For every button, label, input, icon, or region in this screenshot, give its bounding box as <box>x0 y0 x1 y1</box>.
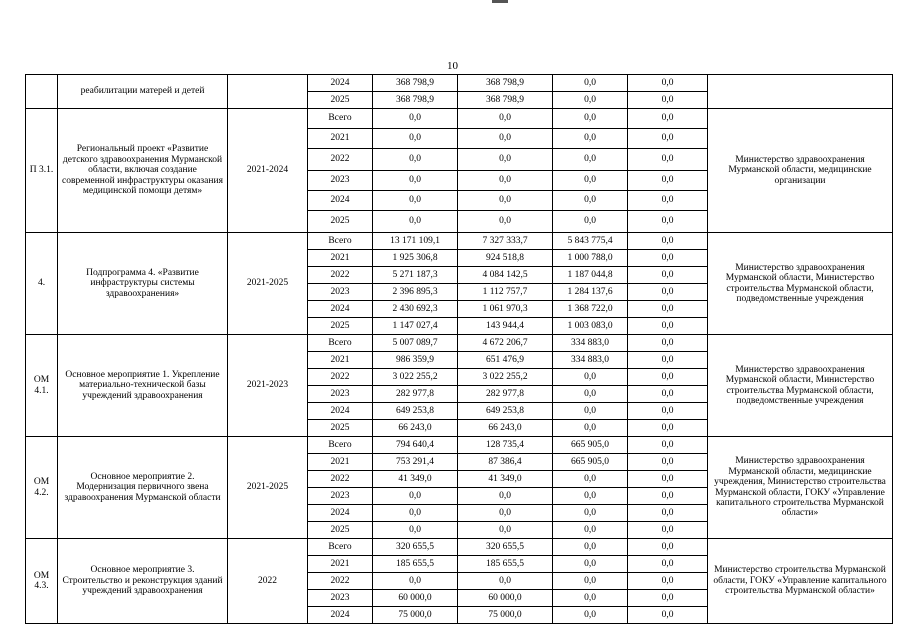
federal-cell: 0,0 <box>553 556 628 573</box>
regional-cell: 41 349,0 <box>458 471 553 488</box>
federal-cell: 334 883,0 <box>553 335 628 352</box>
other-cell: 0,0 <box>628 437 708 454</box>
table-row <box>26 539 893 556</box>
federal-cell: 0,0 <box>553 369 628 386</box>
other-cell: 0,0 <box>628 267 708 284</box>
year-cell: 2024 <box>308 505 373 522</box>
page-number: 10 <box>447 60 458 72</box>
regional-cell: 368 798,9 <box>458 75 553 92</box>
regional-cell: 143 944,4 <box>458 318 553 335</box>
regional-cell: 0,0 <box>458 488 553 505</box>
year-cell: 2021 <box>308 129 373 149</box>
federal-cell: 0,0 <box>553 590 628 607</box>
row-name: реабилитации матерей и детей <box>58 75 228 109</box>
total-cell: 0,0 <box>373 505 458 522</box>
other-cell: 0,0 <box>628 92 708 109</box>
year-cell: 2022 <box>308 573 373 590</box>
other-cell: 0,0 <box>628 191 708 211</box>
total-cell: 5 007 089,7 <box>373 335 458 352</box>
federal-cell: 0,0 <box>553 109 628 129</box>
other-cell: 0,0 <box>628 129 708 149</box>
regional-cell: 0,0 <box>458 109 553 129</box>
table-row <box>26 109 893 129</box>
other-cell: 0,0 <box>628 522 708 539</box>
federal-cell: 665 905,0 <box>553 454 628 471</box>
year-cell: Всего <box>308 335 373 352</box>
federal-cell: 0,0 <box>553 92 628 109</box>
year-cell: 2024 <box>308 301 373 318</box>
year-cell: 2024 <box>308 191 373 211</box>
year-cell: 2021 <box>308 556 373 573</box>
regional-cell: 185 655,5 <box>458 556 553 573</box>
year-cell: 2025 <box>308 522 373 539</box>
federal-cell: 0,0 <box>553 522 628 539</box>
total-cell: 0,0 <box>373 149 458 171</box>
regional-cell: 7 327 333,7 <box>458 233 553 250</box>
year-cell: 2025 <box>308 92 373 109</box>
row-executor: Министерство здравоохранения Мурманской области, медицинские учреждения, Министерство строительства Мурманской области, ГОКУ «Управление капитального строительства Мурманской области» <box>708 437 893 539</box>
total-cell: 66 243,0 <box>373 420 458 437</box>
total-cell: 0,0 <box>373 573 458 590</box>
row-code: ОМ 4.2. <box>26 437 58 539</box>
federal-cell: 0,0 <box>553 488 628 505</box>
other-cell: 0,0 <box>628 590 708 607</box>
year-cell: 2022 <box>308 369 373 386</box>
total-cell: 13 171 109,1 <box>373 233 458 250</box>
year-cell: 2022 <box>308 267 373 284</box>
row-name: Региональный проект «Развитие детского здравоохранения Мурманской области, включая создание современной инфраструктуры оказания медицинской помощи детям» <box>58 109 228 233</box>
other-cell: 0,0 <box>628 420 708 437</box>
other-cell: 0,0 <box>628 539 708 556</box>
federal-cell: 0,0 <box>553 171 628 191</box>
federal-cell: 665 905,0 <box>553 437 628 454</box>
total-cell: 368 798,9 <box>373 75 458 92</box>
year-cell: 2025 <box>308 211 373 233</box>
total-cell: 2 396 895,3 <box>373 284 458 301</box>
total-cell: 0,0 <box>373 171 458 191</box>
federal-cell: 0,0 <box>553 211 628 233</box>
other-cell: 0,0 <box>628 301 708 318</box>
row-period: 2021-2024 <box>228 109 308 233</box>
federal-cell: 0,0 <box>553 539 628 556</box>
row-executor: Министерство здравоохранения Мурманской области, медицинские организации <box>708 109 893 233</box>
regional-cell: 0,0 <box>458 191 553 211</box>
federal-cell: 0,0 <box>553 420 628 437</box>
year-cell: Всего <box>308 437 373 454</box>
table-body <box>26 75 893 624</box>
table-row <box>26 335 893 352</box>
other-cell: 0,0 <box>628 109 708 129</box>
year-cell: 2021 <box>308 352 373 369</box>
row-name: Подпрограмма 4. «Развитие инфраструктуры системы здравоохранения» <box>58 233 228 335</box>
total-cell: 753 291,4 <box>373 454 458 471</box>
other-cell: 0,0 <box>628 284 708 301</box>
year-cell: 2023 <box>308 590 373 607</box>
federal-cell: 0,0 <box>553 149 628 171</box>
federal-cell: 0,0 <box>553 129 628 149</box>
regional-cell: 87 386,4 <box>458 454 553 471</box>
year-cell: 2024 <box>308 75 373 92</box>
year-cell: Всего <box>308 109 373 129</box>
other-cell: 0,0 <box>628 607 708 624</box>
other-cell: 0,0 <box>628 369 708 386</box>
year-cell: 2024 <box>308 403 373 420</box>
total-cell: 0,0 <box>373 488 458 505</box>
row-name: Основное мероприятие 3. Строительство и реконструкция зданий учреждений здравоохранения <box>58 539 228 624</box>
row-code: 4. <box>26 233 58 335</box>
program-funding-table <box>25 74 893 624</box>
year-cell: 2024 <box>308 607 373 624</box>
row-executor: Министерство здравоохранения Мурманской области, Министерство строительства Мурманской области, подведомственные учреждения <box>708 233 893 335</box>
total-cell: 60 000,0 <box>373 590 458 607</box>
row-name: Основное мероприятие 1. Укрепление материально-технической базы учреждений здравоохранения <box>58 335 228 437</box>
total-cell: 1 147 027,4 <box>373 318 458 335</box>
row-period: 2022 <box>228 539 308 624</box>
row-code: ОМ 4.3. <box>26 539 58 624</box>
other-cell: 0,0 <box>628 556 708 573</box>
regional-cell: 0,0 <box>458 211 553 233</box>
total-cell: 282 977,8 <box>373 386 458 403</box>
row-period: 2021-2023 <box>228 335 308 437</box>
scan-mark <box>492 0 508 3</box>
federal-cell: 1 284 137,6 <box>553 284 628 301</box>
other-cell: 0,0 <box>628 573 708 590</box>
federal-cell: 0,0 <box>553 191 628 211</box>
federal-cell: 0,0 <box>553 505 628 522</box>
federal-cell: 5 843 775,4 <box>553 233 628 250</box>
regional-cell: 368 798,9 <box>458 92 553 109</box>
total-cell: 5 271 187,3 <box>373 267 458 284</box>
year-cell: 2023 <box>308 488 373 505</box>
regional-cell: 1 112 757,7 <box>458 284 553 301</box>
total-cell: 0,0 <box>373 109 458 129</box>
row-period <box>228 75 308 109</box>
regional-cell: 0,0 <box>458 171 553 191</box>
other-cell: 0,0 <box>628 352 708 369</box>
federal-cell: 334 883,0 <box>553 352 628 369</box>
other-cell: 0,0 <box>628 335 708 352</box>
regional-cell: 60 000,0 <box>458 590 553 607</box>
row-code: П 3.1. <box>26 109 58 233</box>
total-cell: 320 655,5 <box>373 539 458 556</box>
regional-cell: 0,0 <box>458 573 553 590</box>
other-cell: 0,0 <box>628 211 708 233</box>
federal-cell: 0,0 <box>553 607 628 624</box>
regional-cell: 1 061 970,3 <box>458 301 553 318</box>
total-cell: 986 359,9 <box>373 352 458 369</box>
total-cell: 794 640,4 <box>373 437 458 454</box>
other-cell: 0,0 <box>628 149 708 171</box>
regional-cell: 0,0 <box>458 149 553 171</box>
federal-cell: 0,0 <box>553 471 628 488</box>
row-name: Основное мероприятие 2. Модернизация первичного звена здравоохранения Мурманской области <box>58 437 228 539</box>
total-cell: 0,0 <box>373 522 458 539</box>
other-cell: 0,0 <box>628 505 708 522</box>
regional-cell: 0,0 <box>458 522 553 539</box>
federal-cell: 1 368 722,0 <box>553 301 628 318</box>
table-row <box>26 75 893 92</box>
total-cell: 2 430 692,3 <box>373 301 458 318</box>
total-cell: 3 022 255,2 <box>373 369 458 386</box>
regional-cell: 4 084 142,5 <box>458 267 553 284</box>
year-cell: 2022 <box>308 471 373 488</box>
regional-cell: 649 253,8 <box>458 403 553 420</box>
row-code: ОМ 4.1. <box>26 335 58 437</box>
regional-cell: 651 476,9 <box>458 352 553 369</box>
year-cell: Всего <box>308 233 373 250</box>
row-executor: Министерство строительства Мурманской области, ГОКУ «Управление капитального строительства Мурманской области» <box>708 539 893 624</box>
total-cell: 0,0 <box>373 211 458 233</box>
regional-cell: 4 672 206,7 <box>458 335 553 352</box>
total-cell: 0,0 <box>373 191 458 211</box>
federal-cell: 1 187 044,8 <box>553 267 628 284</box>
row-period: 2021-2025 <box>228 437 308 539</box>
row-executor <box>708 75 893 109</box>
federal-cell: 0,0 <box>553 403 628 420</box>
table-row <box>26 437 893 454</box>
total-cell: 649 253,8 <box>373 403 458 420</box>
other-cell: 0,0 <box>628 233 708 250</box>
other-cell: 0,0 <box>628 488 708 505</box>
total-cell: 0,0 <box>373 129 458 149</box>
row-code <box>26 75 58 109</box>
regional-cell: 75 000,0 <box>458 607 553 624</box>
regional-cell: 282 977,8 <box>458 386 553 403</box>
year-cell: 2021 <box>308 250 373 267</box>
federal-cell: 1 003 083,0 <box>553 318 628 335</box>
year-cell: 2021 <box>308 454 373 471</box>
total-cell: 75 000,0 <box>373 607 458 624</box>
year-cell: 2023 <box>308 386 373 403</box>
total-cell: 41 349,0 <box>373 471 458 488</box>
year-cell: 2023 <box>308 171 373 191</box>
federal-cell: 0,0 <box>553 75 628 92</box>
regional-cell: 66 243,0 <box>458 420 553 437</box>
regional-cell: 320 655,5 <box>458 539 553 556</box>
other-cell: 0,0 <box>628 318 708 335</box>
federal-cell: 0,0 <box>553 386 628 403</box>
row-executor: Министерство здравоохранения Мурманской области, Министерство строительства Мурманской области, подведомственные учреждения <box>708 335 893 437</box>
year-cell: 2023 <box>308 284 373 301</box>
table-row <box>26 233 893 250</box>
other-cell: 0,0 <box>628 454 708 471</box>
total-cell: 1 925 306,8 <box>373 250 458 267</box>
regional-cell: 3 022 255,2 <box>458 369 553 386</box>
other-cell: 0,0 <box>628 386 708 403</box>
year-cell: 2025 <box>308 318 373 335</box>
total-cell: 368 798,9 <box>373 92 458 109</box>
federal-cell: 1 000 788,0 <box>553 250 628 267</box>
other-cell: 0,0 <box>628 250 708 267</box>
other-cell: 0,0 <box>628 471 708 488</box>
other-cell: 0,0 <box>628 75 708 92</box>
year-cell: Всего <box>308 539 373 556</box>
federal-cell: 0,0 <box>553 573 628 590</box>
year-cell: 2022 <box>308 149 373 171</box>
other-cell: 0,0 <box>628 171 708 191</box>
total-cell: 185 655,5 <box>373 556 458 573</box>
regional-cell: 128 735,4 <box>458 437 553 454</box>
year-cell: 2025 <box>308 420 373 437</box>
regional-cell: 0,0 <box>458 129 553 149</box>
other-cell: 0,0 <box>628 403 708 420</box>
row-period: 2021-2025 <box>228 233 308 335</box>
regional-cell: 0,0 <box>458 505 553 522</box>
regional-cell: 924 518,8 <box>458 250 553 267</box>
